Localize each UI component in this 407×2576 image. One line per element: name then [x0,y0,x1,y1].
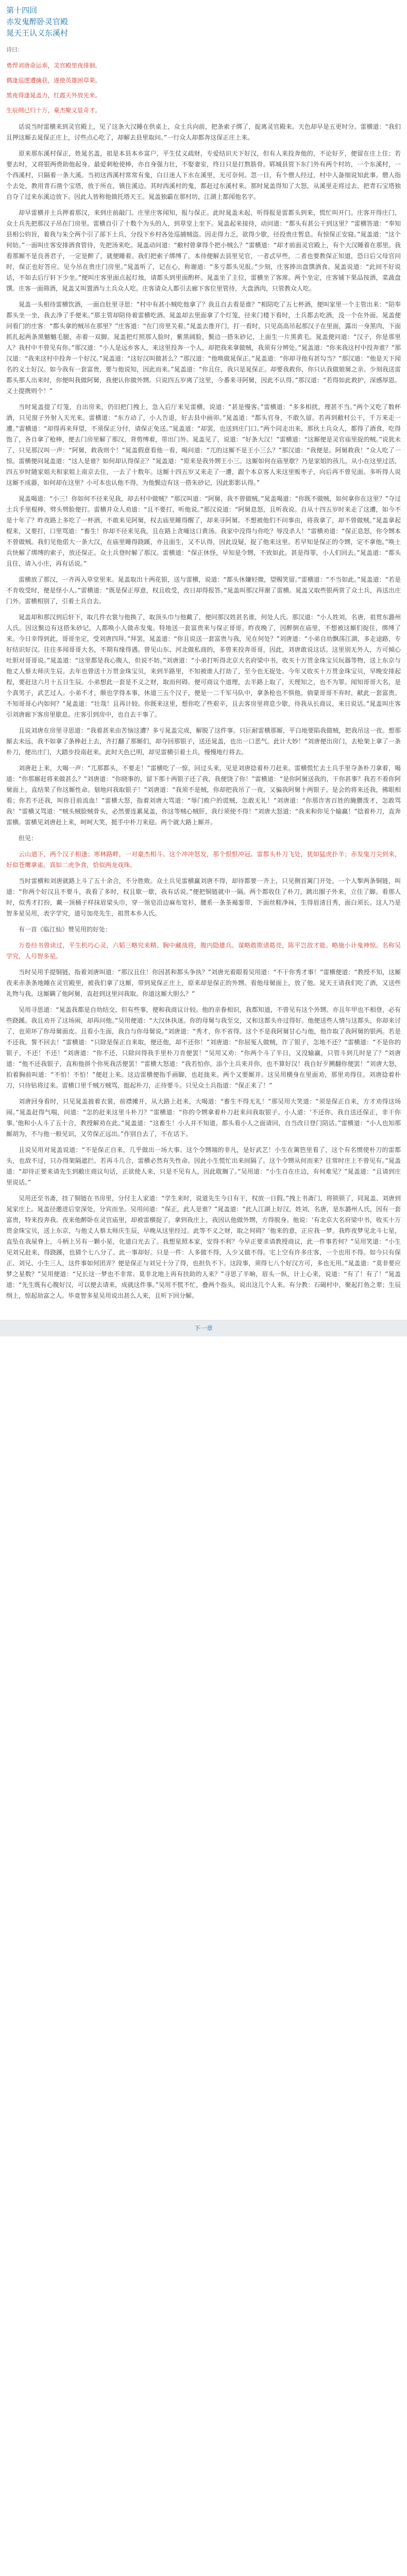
body-paragraph: 原来那东溪村保正，姓晁名盖，祖是本县本乡富户，平生仗义疏财，专爱结识天下好汉，但有人来投奔他的，不论好歹，便留在庄上住；若要去时，又将银两赍助他起身。最爱刺枪使棒，亦自身强力壮，不娶妻室，终日只是打熬筋骨。郓城县管下东门外有两个村坊，一个东溪村，一个西溪村，只隔着一条大溪。当初这西溪村常常有鬼，白日迷人下水在溪里，无可奈何。忽一日，有个僧人经过，村中人备细说知此事。僧人指个去处，教用青石凿个宝塔，放于所在，镇住溪边。其时西溪村的鬼，都赶过东溪村来。那时晁盖得知了大怒，从溪里走将过去，把青石宝塔独自夺了过来东溪边放下。因此人皆称他做托塔天王。晁盖独霸在那村坊，江湖上都闻他名字。 [6,149,401,200]
body-paragraph: 且说刘唐在房里寻思道：“我着甚来由苦恼这遭？多亏晁盖完成，解脱了这件事。只叵耐雷横那厮，平白地要陷我做贼，把我吊这一夜。想那厮去未远，我不如拿了条棒赶上去，齐打翻了那厮们，却夺回那银子，送还晁盖，也出一口恶气。此计大妙！”刘唐便出房门，去枪架上拿了一条朴刀，便出庄门，大踏步投南赶来。此时天色已明，却见雷横引着土兵，慢慢地行将去。 [6,726,401,756]
verse-paragraph: 云山道下，两个汉子相逢；寒林路畔，一对豪杰相斗。这个冲冲怒发，那个恨恨冲冠。雷都头朴刀飞处，犹如猛虎扑羊；赤发鬼刀尖到来，好似苍鹰拿雀。真如二虎争食，恰似两龙戏珠。 [6,850,401,869]
body-paragraph: 晁盖却和那汉到后轩下，取几件衣裳与他换了，取顶头巾与他戴了，便问那汉姓甚名谁，何处人氏。那汉道：“小人姓刘，名唐，祖贯东潞州人氏。因这鬓边有这搭朱砂记，人都唤小人做赤发鬼。特地送一套富贵来与保正哥哥。昨夜晚了，因醉倒在庙里，不想被这厮们捉住，绑缚了来。今日幸得到此，哥哥坐定，受刘唐四拜。”拜罢，晁盖道：“你且说送一套富贵与我，见在何处？”刘唐道：“小弟自幼飘荡江湖，多走途路，专好结识好汉。往往多闻哥哥大名，不期有缘得遇。曾见山东、河北做私商的，多曾来投奔哥哥，因此，刘唐敢说这话。这里别无外人，方可倾心吐胆对哥哥说。”晁盖道：“这里都是我心腹人，但说不妨。”刘唐道：“小弟打听得北京大名府梁中书，收买十万贯金珠宝贝玩器等物，送上东京与他丈人蔡太师庆生辰。去年也曾送十万贯金珠宝贝，来到半路里，不知被谁人打劫了，至今也无捉处。今年又收买十万贯金珠宝贝，早晚安排起程，要赶这六月十五日生辰。小弟想此一套是不义之财，取而何碍。便可商议个道理，去半路上取了，天理知之，也不为罪。闻知哥哥大名，是个真男子，武艺过人。小弟不才，颇也学得本事，休道三五个汉子，便是一二千军马队中，拿条枪也不惧他。倘蒙哥哥不弃时，献此一套富贵。不知哥哥心内如何？”晁盖道：“壮哉！且再计较。你既来这里，想你吃了些艰辛，且去客房里将息少歇，待我从长商议，来日说话。”晁盖叫庄客引刘唐廊下客房里歇息。庄客引到房中，也自去干事了。 [6,613,401,718]
body-paragraph: 当时吴用手提铜链，指着刘唐叫道：“那汉且住！你因甚和都头争执？”刘唐光着眼看吴用道：“不干你秀才事！”雷横便道：“教授不知，这厮夜来赤条条地睡在灵官殿里，被我们拿了这厮，带到晁保正庄上，原来却是保正的外甥。看他母舅面上，放了他。晁天王请我们吃了酒，又送些礼物与我。这厮瞒了他阿舅，直赶到这里问我取。你道这厮大胆么？” [6,968,401,997]
chapter-navigation-bar [0,1320,407,1336]
poem-line: 黑夜得逢晁盖力，红霞天外放光来。 [6,92,101,99]
body-paragraph: 却早雷横并土兵押着那汉，来到庄前敲门。庄里庄客闻知，报与保正。此时晁盖未起，听得报是雷都头到来，慌忙叫开门。庄客开得庄门，众土兵先把那汉子吊在门房里。雷横自引了十数个为头的人，到草堂上坐下。晁盖起来接待，动问道：“都头有甚公干到这里？”雷横答道：“奉知县相公钧旨，着我与朱仝两个引了部下土兵，分投下乡村各处巡捕贼盗。因走得力乏，欲得少歇，径投贵庄暂息。有惊保正安寝。”晁盖道：“这个何妨。”一面叫庄客安排酒食管待，先把汤来吃。晁盖动问道：“敝村曾拿得个把小贼么？”雷横道：“却才前面灵官殿上，有个大汉睡着在那里。我看那厮不是良善君子，一定是醉了，就便睡着。我们把索子绑缚了，本待便解去县里见官，一者忒早些，二者也要教保正知道，恐日后父母官问时，保正也好答应。见今吊在贵庄门房里。”晁盖听了，记在心，称谢道：“多亏都头见报。”少刻，庄客捧出盘馔酒食。晁盖说道：“此间不好说话，不如去后厅轩下少坐。”便叫庄客里面点起灯烛，请都头到里面酌杯。晁盖坐了主位，雷横坐了客席。两个坐定，庄客铺下果品按酒，菜蔬盘馔。庄客一面筛酒，晁盖又叫置酒与土兵众人吃。庄客请众人都引去廊下客位里管待，大盘酒肉，只管教众人吃。 [6,209,401,292]
body-paragraph: 晁盖一头相待雷横饮酒，一面自肚里寻思：“村中有甚小贼吃他拿了？我且自去看是谁？”相陪吃了五七杯酒，便叫家里一个主管出来：“陪奉都头坐一坐，我去净了手便来。”那主管却陪侍着雷横吃酒。晁盖却去里面拿了个灯笼，径来门楼下看时，土兵都去吃酒，没一个在外面。晁盖便问看门的庄客：“都头拿的贼吊在那里？”庄客道：“在门房里关着。”晁盖去推开门，打一看时，只见高高吊起那汉子在里面，露出一身黑肉，下面抓扎起两条黑魆魆毛腿，赤着一双脚。晁盖把灯照那人脸时，紫黑阔脸，鬓边一搭朱砂记，上面生一片黑黄毛。晁盖便问道：“汉子，你是那里人？我村中不曾见有你。”那汉道：“小人是远乡客人，来这里投奔一个人，却把我来拿做贼，我须有分辨处。”晁盖道：“你来我这村中投奔谁？”那汉道：“我来这村中投奔一个好汉。”晁盖道：“这好汉叫做甚么？”那汉道：“他唤做晁保正。”晁盖道：“你却寻他有甚勾当？”那汉道：“他是天下闻名的义士好汉。如今我有一套富贵，要与他说知，因此而来。”晁盖道：“你且住，我只是晁保正。却要我救你，你只认我做娘舅之亲。少刻我送雷都头那人出来时，你便叫我做阿舅，我便认你做外甥。只说四五岁离了这里，今番来寻阿舅，因此不认得。”那汉道：“若得如此救护，深感厚恩。义士提携则个！” [6,300,401,395]
chapter-body [6,122,401,1301]
body-paragraph: 当时晁盖提了灯笼，自出房来，仍旧把门拽上，急入后厅来见雷横，说道：“甚是慢客。”雷横道：“多多相扰，理甚不当。”两个又吃了数杯酒，只见窗子外射入天光来。雷横道：“东方动了，小人告退，好去县中画卯。”晁盖道：“都头官身，不敢久留。若再到敝村公干，千万来走一遭。”雷横道：“却得再来拜望，不须保正分付，请保正免送。”晁盖道：“却罢，也送到庄门口。”两个同走出来，那伙土兵众人，都得了酒食，吃得饱了，各自拿了枪棒，便去门房里解了那汉，背剪缚着，带出门外。晁盖见了，说道：“好条大汉！”雷横道：“这厮便是灵官庙里捉的贼。”说犹未了，只见那汉叫一声：“阿舅，救我则个！”晁盖假意看他一看，喝问道：“兀的这厮不是王小三么？”那汉道：“我便是。阿舅救我！”众人吃了一惊。雷横便问晁盖道：“这人是谁？如何却认得保正？”晁盖道：“原来是我外甥王小三。这厮如何在庙里歇？乃是家姐的孩儿，从小在这里过活，四五岁时随家姐夫和家姐上南京去住，一去了十数年。这厮十四五岁又来走了一遭，跟个本京客人来这里贩枣子，向后再不曾见面。多听得人说这厮不成器，如何却在这里？小可本也认他不得，为他鬓边有这一搭朱砂记，因此影影认得。” [6,403,401,486]
body-paragraph: 雷横放了那汉，一齐再入草堂里来。晁盖取出十两花银，送与雷横，说道：“都头休嫌轻微，望赐笑留。”雷横道：“不当如此。”晁盖道：“若是不肯收受时，便是怪小人。”雷横道：“既是保正厚意，权且收受，改日却得报答。”晁盖叫那汉拜谢了雷横。晁盖又取些银两赏了众土兵，再送出庄门外。雷横相别了，引着土兵自去。 [6,575,401,605]
body-paragraph: 吴用寻思道：“晁盖我都是自幼结交，但有些事，便和我商议计较。他的亲眷相识，我都知道，不曾见有这个外甥。亦且年甲也不相登，必有些跷蹊。我且劝开了这场闹，却再问他。”吴用便道：“大汉休执迷。你的母舅与我至交，又和这都头亦过得好。他便送些人情与这都头，你却来讨了，也须坏了你母舅面皮。且看小生面，我自与你母舅说。”刘唐道：“秀才，你不省得。这个不是我阿舅甘心与他，他诈取了我阿舅的银两。若是不还我，誓不回去！”雷横道：“只除是保正自来取，便还他，却不还你！”刘唐道：“你屈冤人做贼，诈了银子，怎地不还？”雷横道：“不是你的银子，不还！不还！”刘唐道：“你不还，只除问得我手里朴刀肯便罢！”吴用又劝：“你两个斗了半日，又没输赢，只管斗到几时是了？”刘唐道：“他不还我银子，直和他拼个你死我活便罢！”雷横大怒道：“我若怕你，添个土兵来并你，也不算好汉！我自好歹搠翻你便罢！”刘唐大怒，拍着胸前叫道：“不怕！不怕！”便赶上来。这边雷横便指手画脚，也赶拢来。两个又要厮并。这吴用横身在里面劝，那里劝得住。刘唐捻着朴刀，只待钻将过来。雷横口里千贼万贼骂，挺起朴刀，正待要斗。只见众土兵指道：“保正来了！” [6,1006,401,1089]
opening-poem [6,61,401,115]
chapter-title-line-2: 晁天王认义东溪村 [6,28,69,38]
chapter-title [6,5,401,39]
body-paragraph: 话说当时雷横来到灵官殿上，见了这条大汉睡在供桌上，众土兵向前，把条索子绑了，捉离灵官殿来。天色却早是五更时分。雷横道：“我们且押这厮去晁保正庄上，讨些点心吃了，却解去县里取问。”一行众人却都奔这保正庄上来。 [6,123,401,141]
body-paragraph: 但见： [19,834,38,842]
body-paragraph: 刘唐回身看时，只见晁盖披着衣裳，前襟摊开，从大路上赶来，大喝道：“畜生不得无礼！”那吴用大笑道：“须是保正自来，方才劝得这场闹。”晁盖赶得气喘，问道：“怎的赶来这里斗朴刀？”雷横道：“你的令甥拿着朴刀赶来问我取银子。小人道：‘不还你，我自送还保正，非干你事。’他和小人斗了五十合，教授解劝在此。”晁盖道：“这畜生！小人并不知道。都头看小人之面请回，自当改日登门陪话。”雷横道：“小人也知那厮胡为，不与他一般见识，又劳保正远出。”作别自去了，不在话下。 [6,1097,401,1138]
body-paragraph: 刘唐赶上来，大喝一声：“兀那都头，不要走！”雷横吃了一惊，回过头来，见是刘唐捻着朴刀赶来。雷横慌忙去土兵手里夺条朴刀拿着，喝道：“你那厮赶将来做甚么？”刘唐道：“你晓事的，留下那十两银子还了我，我便饶了你！”雷横道：“是你阿舅送我的，干你甚事？我若不看你阿舅面上，直结果了你这厮性命。刬地问我取银子！”刘唐道：“我须不是贼，你却把我吊了一夜，又骗我阿舅十两银子。是会的将来还我，佛眼相看；你若不还我，叫你目前流血！”雷横大怒，指着刘唐大骂道：“辱门败户的谎贼，怎敢无礼！”刘唐道：“你那诈害百姓的腌臜泼才，怎敢骂我！”雷横又骂道：“贼头贼脸贼骨头，必然要连累晁盖，你这等贼心贼肝，我行须使不得！”刘唐大怒道：“我来和你见个输赢！”捻着朴刀，直奔雷横。雷横见刘唐赶上来，呵呵大笑，挺手中朴刀来迎。两个就大路上厮并。 [6,764,401,826]
verse-paragraph: 万卷经书曾读过，平生机巧心灵，六韬三略究来精。胸中藏战将，腹内隐雄兵。谋略敢欺诸葛亮，陈平岂敌才能。略施小计鬼神惊。名称吴学究，人号智多星。 [6,941,401,960]
body-paragraph: 当时雷横和刘唐就路上斗了五十余合，不分胜败。众土兵见雷横赢刘唐不得，却待都要一齐上，只见侧首篱门开处，一个人掣两条铜链，叫道：“你两个好汉且不要斗，我看了多时，权且歇一歇，我有话说。”便把铜链就中一隔。两个都收住了朴刀，跳出圈子外来，立住了脚。看那人时，似秀才打扮，戴一顶桶子样抹眉梁头巾，穿一领皂沿边麻布宽衫，腰系一条茶褐銮带，下面丝鞋净袜，生得眉清目秀，面白须长。这人乃是智多星吴用，表字学究，道号加亮先生，祖贯本乡人氏。 [6,877,401,917]
poem-line: 偶逢巡逻遭擒获，遂使英雄困草莱。 [6,76,101,84]
body-paragraph: 吴用还至书斋，挂了铜链在书房里，分付主人家道：“学生来时，说道先生今日有干，权放一日假。”拽上书斋门，将锁锁了，同晁盖、刘唐到晁家庄上。晁盖径邀进后堂深处，分宾而坐。吴用问道：“保正，此人是谁？”晁盖道：“此人江湖上好汉，姓刘，名唐，是东潞州人氏，因有一套富贵，特来投奔我。夜来他醉卧在灵官庙里，却被雷横捉了，拿到我庄上，我因认他做外甥，方得脱身。他说：‘有北京大名府梁中书，收买十万贯金珠宝贝，送上东京，与他丈人蔡太师庆生辰，早晚从这里经过。此等不义之财，取之何碍？’他来的意，正应我一梦。我昨夜梦见北斗七星，直坠在我屋脊上，斗柄上另有一颗小星，化道白光去了。我想星照本家，安得不利？今早正要求请教授商议，此一件事若何？”吴用笑道：“小生见刘兄赶来，得跷蹊，也猜个七八分了。此一事却好。只是一件：人多做不得，人少又做不得。宅上空有许多庄客，一个也用不得。如今只有保正、刘兄、小生三人，这件事如何团弄？便是保正与刘兄十分了得，也担负不下。这段事，须得七八个好汉方可，多也无用。”晁盖道：“莫非要应梦之星数？”吴用便道：“兄长这一梦也不非常。莫非北地上再有扶助的人来？”寻思了半晌，眉头一纵，计上心来，说道：“有了！有了！”晁盖道：“先生既有心腹好汉，可以便去请来，成就这件事。”吴用不慌不忙，叠两个指头，说出这几个人来。有分教：石碣村中，聚起打鱼之辈；生辰纲上，惊起劫富之人。毕竟智多星吴用说出甚么人来，且听下回分解。 [6,1194,401,1299]
body-paragraph: 且说吴用对晁盖说道：“不是保正自来，几乎做出一场大事。这个令甥端的非凡，是好武艺！小生在篱笆里看了，这个有名惯使朴刀的雷都头，也敌不过，只办得架隔遮拦。若再斗几合，雷横必然有失性命。因此小生慌忙出来间隔了。这个令甥从何而来？往常时庄上不曾见有。”晁盖道：“却待正要来请先生到敝庄商议句话，正欲使人来，只是不见有人，因此耽搁了。”吴用道：“小生自在庄边，有何难见？”晁盖道：“且请到庄里说话。” [6,1146,401,1186]
body-paragraph: 有一首《临江仙》赞吴用的好处： [19,925,112,933]
poem-line: 勇悍刘唐命运乖，灵官殿里夜徘徊。 [6,61,101,69]
chapter-title-line-1: 赤发鬼醉卧灵官殿 [6,16,69,26]
body-paragraph: 晁盖喝道：“小三！你如何不径来见我，却去村中做贼？”那汉叫道：“阿舅，我不曾做贼。”晁盖喝道：“你既不做贼，如何拿你在这里？”夺过土兵手里棍棒，劈头劈脸便打。雷横并众人劝道：“且不要打，听他说。”那汉说道：“阿舅息怒，且听我说。自从十四五岁时来走了这遭，如今不是十年了？昨夜路上多吃了一杯酒，不敢来见阿舅，权去庙里睡得醒了，却来寻阿舅。不想被他们不问事由，将我拿了，却不曾做贼。”晁盖拿起棍来，又要打，口里骂道：“畜生！你却不径来见我，且在路上贪噇这口黄汤。我家中没得与你吃？辱没杀人！”雷横劝道：“保正息怒，你令甥本不曾做贼。我们见他偌大一条大汉，在庙里睡得跷蹊，亦且面生，又不认得，因此设疑，捉了他来这里。若早知是保正的令甥，定不拿他。”唤土兵快解了绑缚的索子，放还保正。众土兵登时解了那汉。雷横道：“保正休怪，早知是令甥，不致如此。甚是得罪，小人们回去。”晁盖道：“都头且住，请入小庄，再有话说。” [6,495,401,567]
next-chapter-link[interactable]: 下一章 [194,1324,213,1332]
poem-line: 生辰纲已归十万，豪杰聚义显奇才。 [6,107,101,114]
poem-intro: 诗曰： [6,46,23,54]
chapter-number: 第十四回 [6,6,38,15]
